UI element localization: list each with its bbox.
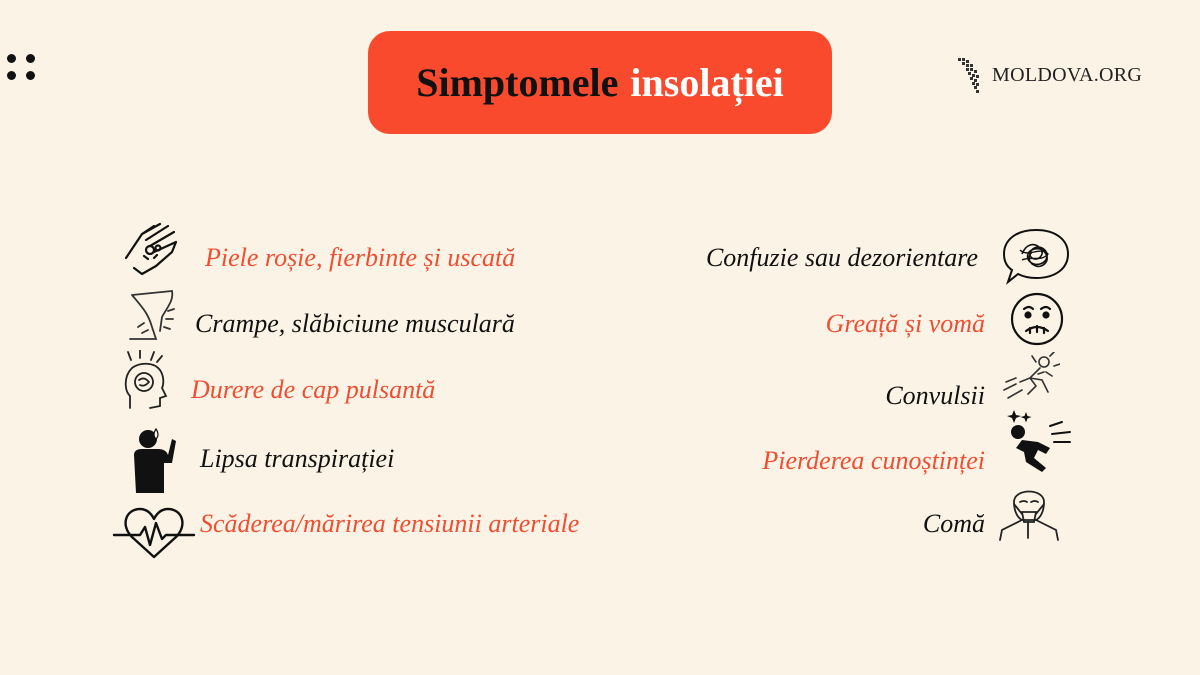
confusion-bubble-icon — [1000, 226, 1072, 286]
moldova-map-icon — [956, 56, 986, 94]
title-highlight: insolației — [630, 60, 784, 105]
nausea-face-icon — [1008, 291, 1066, 347]
skin-hand-icon — [120, 218, 186, 278]
heart-pulse-icon — [112, 503, 196, 563]
symptom-right-3: Convulsii — [885, 381, 985, 410]
person-sweat-icon — [126, 425, 178, 495]
symptom-left-3: Durere de cap pulsantă — [191, 375, 436, 404]
symptom-right-5: Comă — [922, 509, 985, 538]
convulsion-person-icon — [1000, 352, 1060, 408]
leg-cramp-icon — [122, 287, 182, 345]
symptom-left-5: Scăderea/mărirea tensiunii arteriale — [200, 509, 580, 538]
symptom-right-2: Greață și vomă — [825, 309, 985, 338]
symptom-right-4: Pierderea cunoștinței — [762, 446, 985, 475]
fainting-person-icon — [1004, 408, 1074, 474]
oxygen-mask-icon — [998, 480, 1060, 542]
symptom-right-1: Confuzie sau dezorientare — [705, 243, 978, 272]
headache-icon — [120, 350, 170, 416]
title-main: Simptomele — [416, 60, 619, 105]
brand-logo[interactable] — [956, 56, 1142, 94]
page-title — [368, 31, 832, 134]
menu-dots-icon[interactable] — [5, 53, 39, 83]
symptom-left-1: Piele roșie, fierbinte și uscată — [205, 243, 516, 272]
symptom-left-4: Lipsa transpirației — [200, 444, 395, 473]
symptom-left-2: Crampe, slăbiciune musculară — [195, 309, 515, 338]
logo-text: MOLDOVA.ORG — [992, 63, 1143, 86]
